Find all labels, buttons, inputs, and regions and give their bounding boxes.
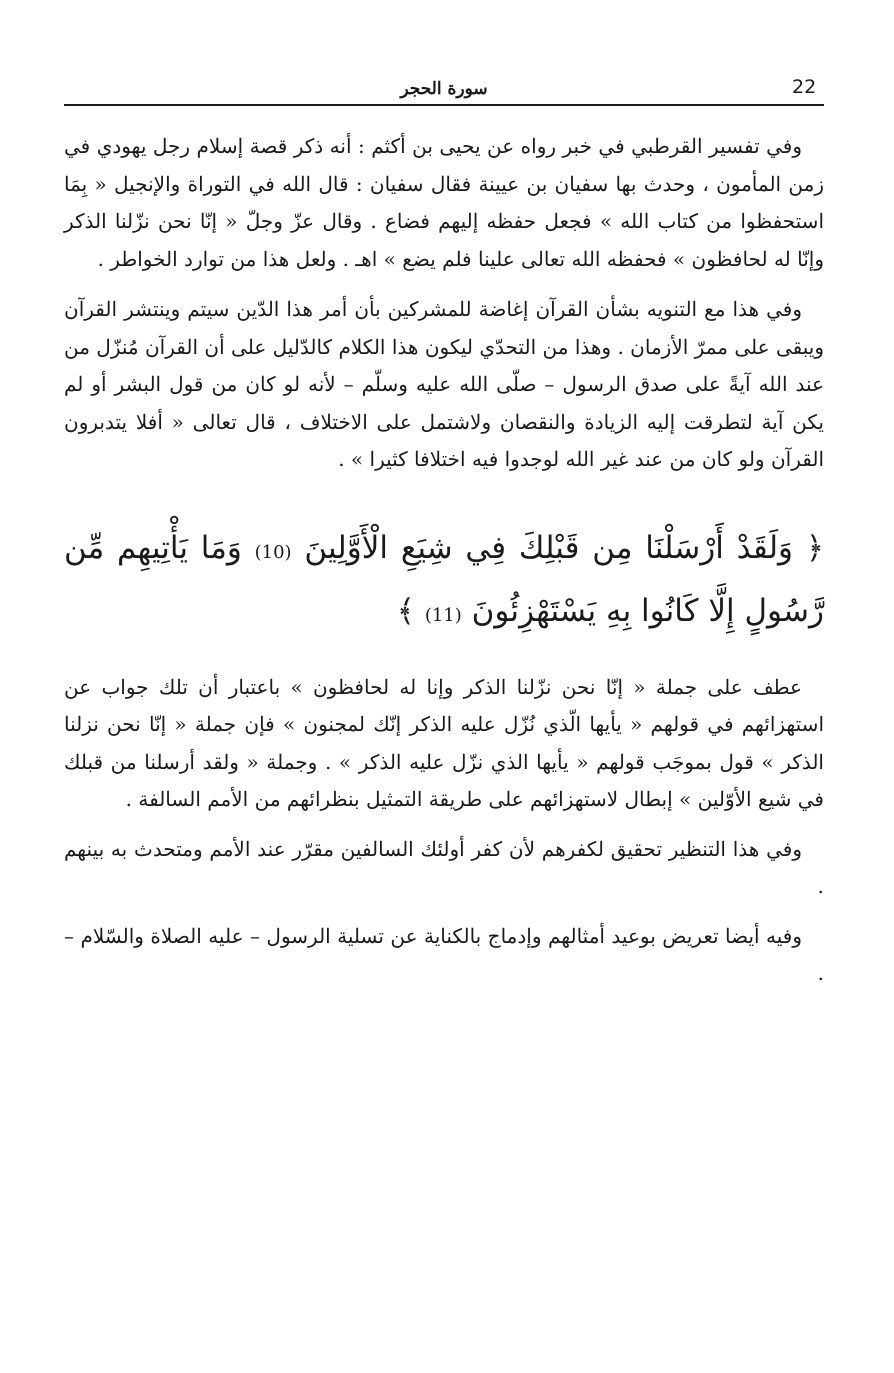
verse-number: (11) (424, 604, 462, 626)
paragraph: وفي تفسير القرطبي في خبر رواه عن يحيى بن أكثم : أنه ذكر قصة إسلام رجل يهودي في زمن المأمون ، وحدث بها سفيان بن عيينة فقال سفيان : قال الله في التوراة والإنجيل « بِمَا استحفظوا من كتاب الله » فجعل حفظه إليهم فضاع . وقال عزّ وجلّ « إنّا نحن نزّلنا الذكر وإنّا له لحافظون » فحفظه الله تعالى علينا فلم يضع » اهـ . ولعل هذا من توارد الخواطر . (64, 134, 824, 271)
verse-bracket: ﴾ (396, 592, 415, 629)
quran-verse (64, 519, 824, 645)
verse-number: (10) (254, 541, 292, 563)
paragraph: وفيه أيضا تعريض بوعيد أمثالهم وإدماج بالكناية عن تسلية الرسول – عليه الصلاة والسّلام – . (64, 923, 824, 985)
page (64, 70, 824, 993)
paragraph: وفي هذا مع التنويه بشأن القرآن إغاضة للمشركين بأن أمر هذا الدّين سيتم وينتشر القرآن ويبقى على ممرّ الأزمان . وهذا من التحدّي ليكون هذا الكلام كالدّليل على أن القرآن مُنزّل من عند الله آيةً على صدق الرسول – صلّى الله عليه وسلّم – لأنه لو كان من قول البشر أو لم يكن آية لتطرقت إليه الزيادة والنقصان ولاشتمل على الاختلاف ، قال تعالى « أفلا يتدبرون القرآن ولو كان من عند غير الله لوجدوا فيه اختلافا كثيرا » . (64, 297, 824, 471)
verse-text: ﴿ وَلَقَدْ أَرْسَلْنَا مِن قَبْلِكَ فِي شِيَعِ الْأَوَّلِينَ (304, 529, 824, 566)
page-body (64, 128, 824, 993)
page-number: 22 (792, 76, 817, 98)
paragraph: عطف على جملة « إنّا نحن نزّلنا الذكر وإنا له لحافظون » باعتبار أن تلك جواب عن استهزائهم في قولهم « يأيها الّذي نُزّل عليه الذكر إنّك لمجنون » فإن جملة « إنّا نحن نزلنا الذكر » قول بموجَب قولهم « يأيها الذي نزّل عليه الذكر » . وجملة « ولقد أرسلنا من قبلك في شيع الأوّلين » إبطال لاستهزائهم على طريقة التمثيل بنظرائهم من الأمم السالفة . (64, 674, 824, 811)
running-title: سورة الحجر (400, 79, 488, 99)
verse-text: وَمَا يَأْتِيهِم مِّن رَّسُولٍ إِلَّا كَانُوا بِهِ يَسْتَهْزِئُونَ (64, 529, 824, 629)
paragraph: وفي هذا التنظير تحقيق لكفرهم لأن كفر أولئك السالفين مقرّر عند الأمم ومتحدث به بينهم . (64, 836, 824, 898)
page-header (64, 70, 824, 106)
